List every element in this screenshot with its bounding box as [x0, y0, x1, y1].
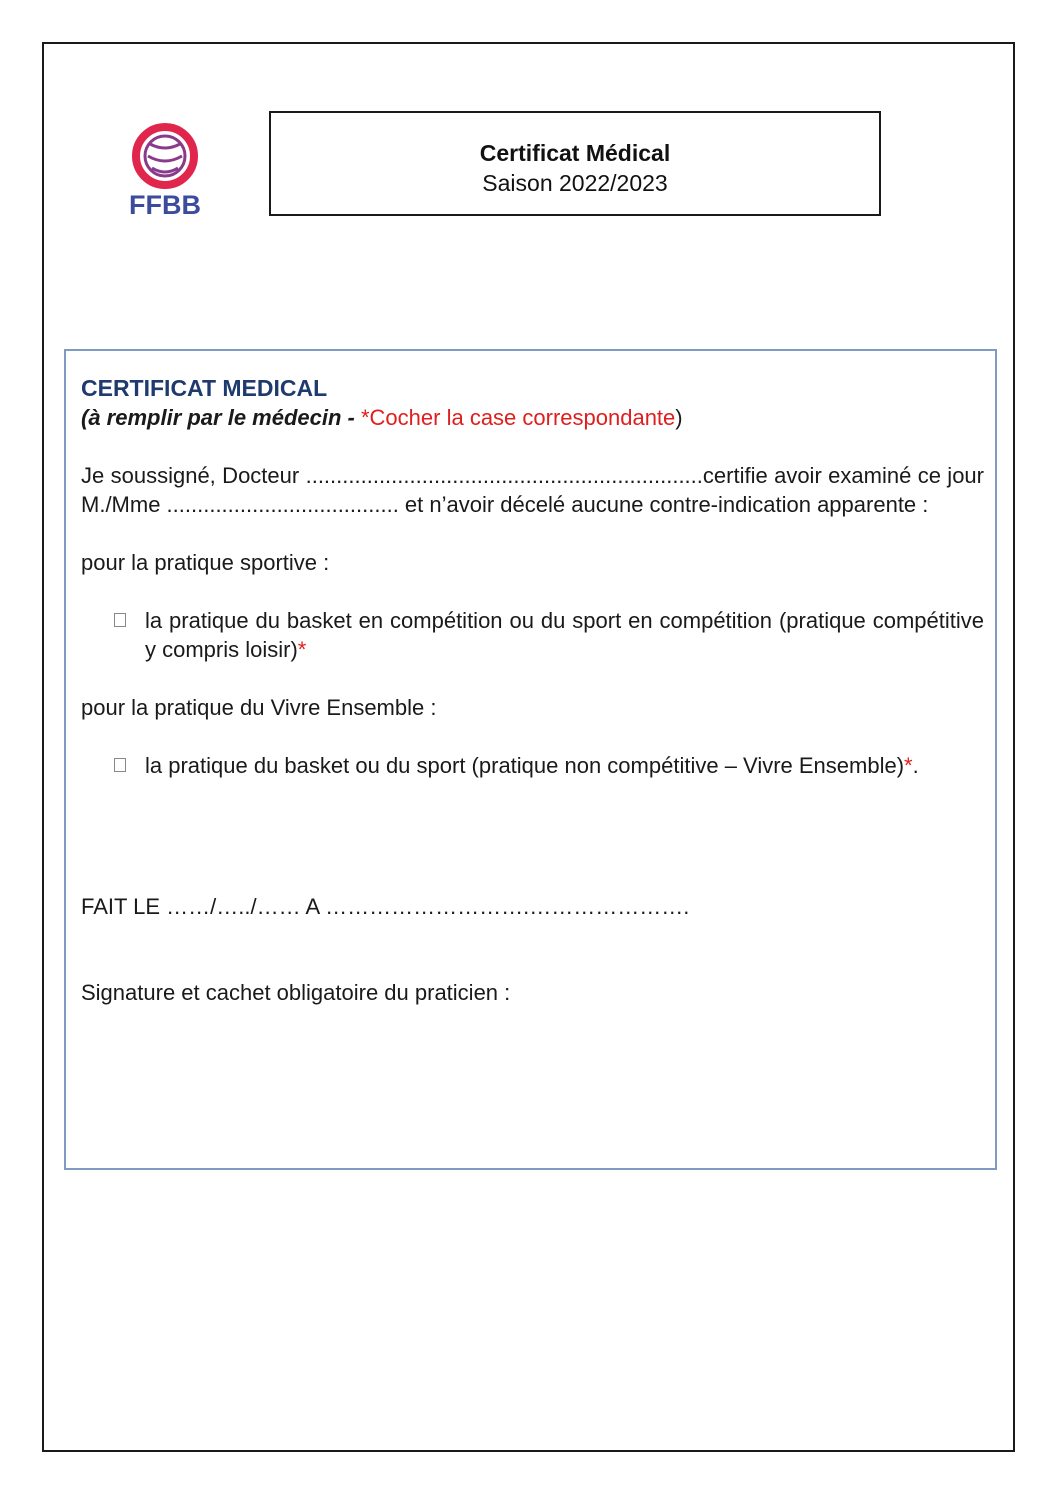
signature-label: Signature et cachet obligatoire du praticien :: [81, 980, 511, 1005]
title-box: [269, 111, 881, 216]
option-vivre-ensemble[interactable]: [81, 751, 984, 780]
vivre-asterisk: *: [904, 753, 913, 778]
certificate-form: [64, 349, 997, 1170]
instruction-required: *Cocher la case correspondante: [360, 405, 676, 430]
document-title: Certificat Médical: [479, 140, 671, 166]
competition-checkbox[interactable]: [114, 613, 126, 627]
date-place-field[interactable]: FAIT LE ……/…../…… A ……………………….………………….: [81, 894, 690, 919]
ffbb-logo: [128, 122, 202, 224]
vivre-text: la pratique du basket ou du sport (pratique non compétitive – Vivre Ensemble): [145, 753, 905, 778]
form-instructions: [81, 403, 984, 432]
sport-section-label: pour la pratique sportive :: [81, 550, 330, 575]
vivre-section-label: pour la pratique du Vivre Ensemble :: [81, 695, 437, 720]
basketball-icon: [128, 122, 202, 192]
instruction-close: ): [675, 405, 683, 430]
competition-asterisk: *: [297, 637, 307, 662]
instruction-italic: (à remplir par le médecin -: [81, 405, 361, 430]
vivre-checkbox[interactable]: [114, 758, 126, 772]
vivre-end: .: [912, 753, 919, 778]
competition-text: la pratique du basket en compétition ou du sport en compétition (pratique compétitive y compris loisir): [145, 608, 984, 662]
option-competition[interactable]: [81, 606, 984, 664]
season-label: Saison 2022/2023: [482, 170, 668, 196]
declaration-text: Je soussigné, Docteur .................................................................certifie avoir examiné ce jour M./Mme ...................................... et n’avoir décelé aucune contre-indication apparente :: [81, 463, 984, 517]
form-heading: CERTIFICAT MEDICAL: [81, 375, 328, 401]
logo-text: FFBB: [129, 190, 201, 220]
